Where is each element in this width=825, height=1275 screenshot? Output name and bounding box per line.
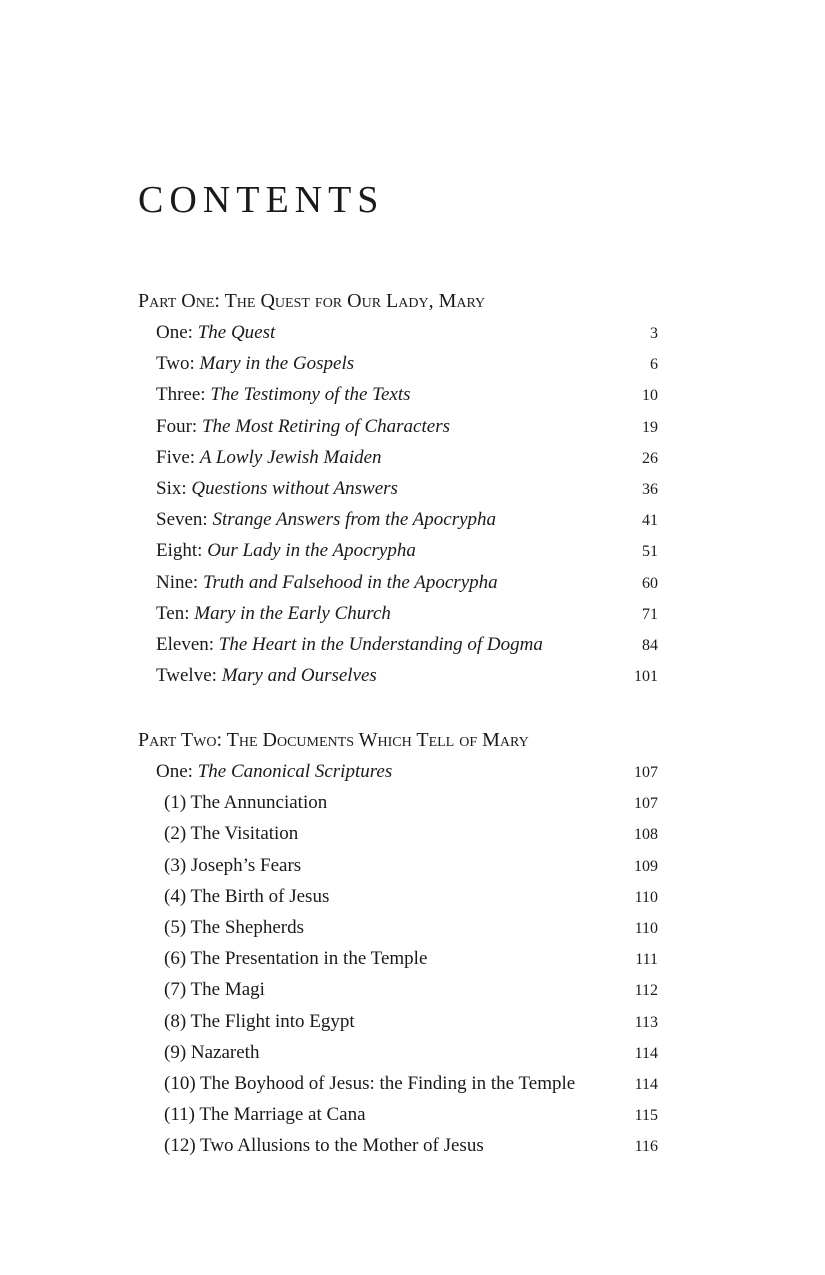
chapter-title: Mary in the Early Church <box>194 602 391 624</box>
section-list <box>138 787 658 1161</box>
chapter-title: The Heart in the Understanding of Dogma <box>218 633 543 655</box>
chapter-number: Ten: <box>156 602 195 624</box>
chapter-title: Mary in the Gospels <box>199 353 355 375</box>
chapter-title: A Lowly Jewish Maiden <box>199 446 382 468</box>
section-title: (10) The Boyhood of Jesus: the Finding in the Temple <box>164 1072 576 1094</box>
chapter-title: Mary and Ourselves <box>221 665 377 687</box>
toc-entry[interactable] <box>138 535 658 566</box>
chapter-title: The Canonical Scriptures <box>197 761 393 782</box>
toc-entry[interactable] <box>138 411 658 442</box>
page-number: 114 <box>634 1044 658 1062</box>
toc-section[interactable] <box>138 1006 658 1037</box>
chapter-title: The Most Retiring of Characters <box>201 415 450 437</box>
toc-section[interactable] <box>138 1099 658 1130</box>
toc-section[interactable] <box>138 881 658 912</box>
page-number: 51 <box>642 543 658 561</box>
toc-section[interactable] <box>138 912 658 943</box>
toc-section[interactable] <box>138 787 658 818</box>
chapter-number: Five: <box>156 446 200 468</box>
section-title: (1) The Annunciation <box>164 792 328 814</box>
page-number: 71 <box>642 605 658 623</box>
page-title: CONTENTS <box>138 179 385 221</box>
section-title: (2) The Visitation <box>164 823 299 845</box>
page-number: 108 <box>634 826 658 844</box>
page-number: 19 <box>642 418 658 436</box>
toc-entry[interactable] <box>138 348 658 379</box>
toc-entry[interactable] <box>138 442 658 473</box>
page-number: 113 <box>634 1013 658 1031</box>
section-title: (6) The Presentation in the Temple <box>164 948 428 970</box>
chapter-number: Twelve: <box>156 665 222 687</box>
page-number: 60 <box>642 574 658 592</box>
part-heading: Part Two: The Documents Which Tell of Mary <box>138 729 529 751</box>
toc-section[interactable] <box>138 943 658 974</box>
page-number: 41 <box>642 512 658 530</box>
section-title: (4) The Birth of Jesus <box>164 885 330 907</box>
toc-entry[interactable] <box>138 504 658 535</box>
page-number: 6 <box>650 356 658 374</box>
chapter-number: Two: <box>156 353 200 375</box>
page-number: 36 <box>642 480 658 498</box>
page-number: 110 <box>634 919 658 937</box>
part-two <box>138 724 658 1161</box>
page-number: 107 <box>634 795 658 813</box>
page-number: 114 <box>634 1075 658 1093</box>
chapter-number: One: <box>156 761 198 782</box>
section-title: (11) The Marriage at Cana <box>164 1104 366 1126</box>
toc-entry[interactable] <box>138 629 658 660</box>
page-number: 112 <box>634 982 658 1000</box>
chapter-number: Three: <box>156 384 211 406</box>
page-number: 26 <box>642 449 658 467</box>
toc-section[interactable] <box>138 1037 658 1068</box>
section-title: (7) The Magi <box>164 979 265 1001</box>
page-number: 115 <box>634 1107 658 1125</box>
page-number: 111 <box>635 951 658 969</box>
chapter-number: Six: <box>156 477 192 499</box>
toc-entry[interactable] <box>138 660 658 691</box>
chapter-title: The Testimony of the Texts <box>210 384 411 406</box>
page-number: 84 <box>642 636 658 654</box>
part-one <box>138 285 658 691</box>
page-number: 110 <box>634 888 658 906</box>
toc-section[interactable] <box>138 818 658 849</box>
chapter-number: Four: <box>156 415 202 437</box>
toc-entry[interactable] <box>138 598 658 629</box>
toc-section[interactable] <box>138 850 658 881</box>
section-title: (3) Joseph’s Fears <box>164 854 302 876</box>
chapter-title: Truth and Falsehood in the Apocrypha <box>202 571 498 593</box>
part-heading: Part One: The Quest for Our Lady, Mary <box>138 290 486 312</box>
page-number: 116 <box>634 1138 658 1156</box>
page-number: 10 <box>642 387 658 405</box>
chapter-number: Eleven: <box>156 633 219 655</box>
page-number: 107 <box>634 764 658 781</box>
section-title: (8) The Flight into Egypt <box>164 1010 355 1032</box>
toc-entry[interactable] <box>138 473 658 504</box>
toc-section[interactable] <box>138 1130 658 1161</box>
toc-section[interactable] <box>138 974 658 1005</box>
chapter-number: One: <box>156 322 198 343</box>
page-number: 3 <box>650 325 658 342</box>
page-number: 101 <box>634 668 658 686</box>
chapter-number: Eight: <box>156 540 208 562</box>
toc-entry[interactable] <box>138 379 658 410</box>
chapter-title: Questions without Answers <box>191 477 398 499</box>
section-title: (12) Two Allusions to the Mother of Jesus <box>164 1135 484 1157</box>
chapter-title: Our Lady in the Apocrypha <box>207 540 416 562</box>
chapter-title: Strange Answers from the Apocrypha <box>212 509 497 531</box>
section-title: (9) Nazareth <box>164 1041 260 1063</box>
toc-section[interactable] <box>138 1068 658 1099</box>
toc-entry[interactable] <box>138 317 658 348</box>
toc-entry[interactable] <box>138 567 658 598</box>
toc-entry[interactable] <box>138 756 658 787</box>
toc-list <box>138 317 658 691</box>
chapter-number: Seven: <box>156 509 213 531</box>
chapter-number: Nine: <box>156 571 203 593</box>
chapter-title: The Quest <box>197 322 276 343</box>
page-number: 109 <box>634 857 658 875</box>
section-title: (5) The Shepherds <box>164 916 305 938</box>
